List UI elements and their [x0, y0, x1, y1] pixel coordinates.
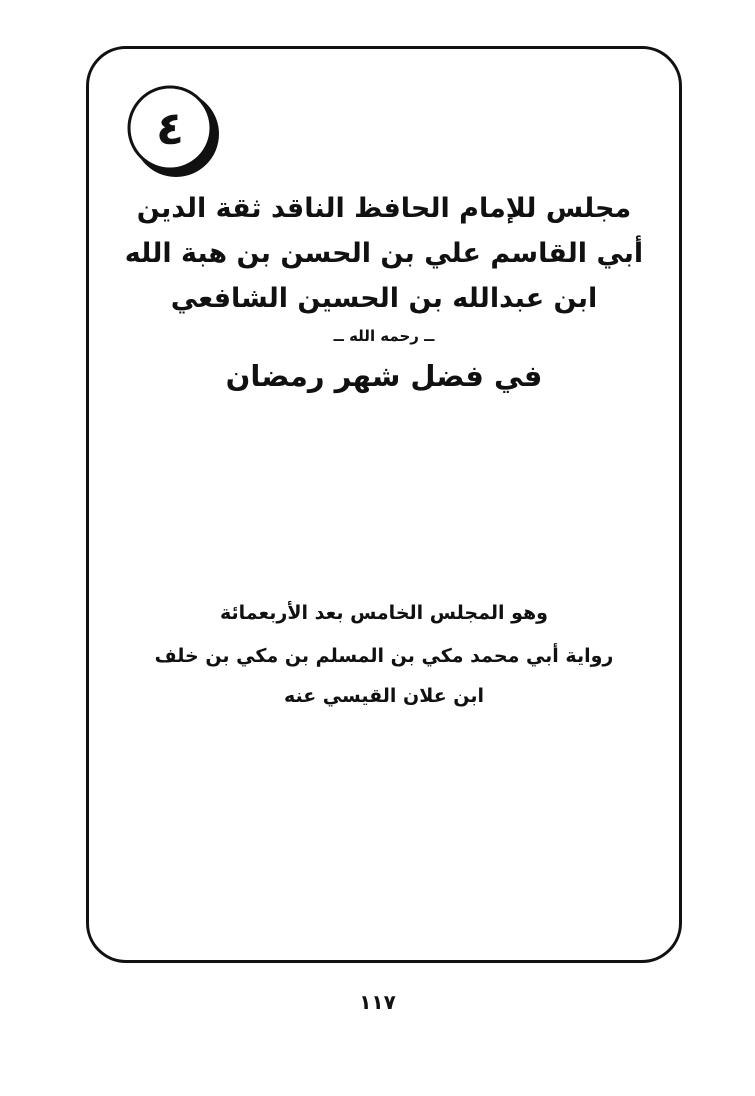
title-line-3: ابن عبدالله بن الحسين الشافعي	[170, 283, 598, 314]
title-line-1: مجلس للإمام الحافظ الناقد ثقة الدين	[136, 193, 632, 224]
chapter-number-badge	[127, 85, 221, 179]
page-border-frame	[86, 46, 682, 963]
info-line-1: وهو المجلس الخامس بعد الأربعمائة	[220, 602, 548, 624]
title-line-2: أبي القاسم علي بن الحسن بن هبة الله	[124, 238, 644, 269]
honorific-line: ــ رحمه الله ــ	[333, 327, 435, 345]
info-line-3: ابن علان القيسي عنه	[283, 685, 485, 707]
chapter-number: ٤	[155, 101, 185, 155]
page-number: ١١٧	[359, 990, 396, 1014]
subject-heading: في فضل شهر رمضان	[225, 359, 543, 393]
info-line-2: رواية أبي محمد مكي بن المسلم بن مكي بن خلف	[154, 645, 614, 667]
